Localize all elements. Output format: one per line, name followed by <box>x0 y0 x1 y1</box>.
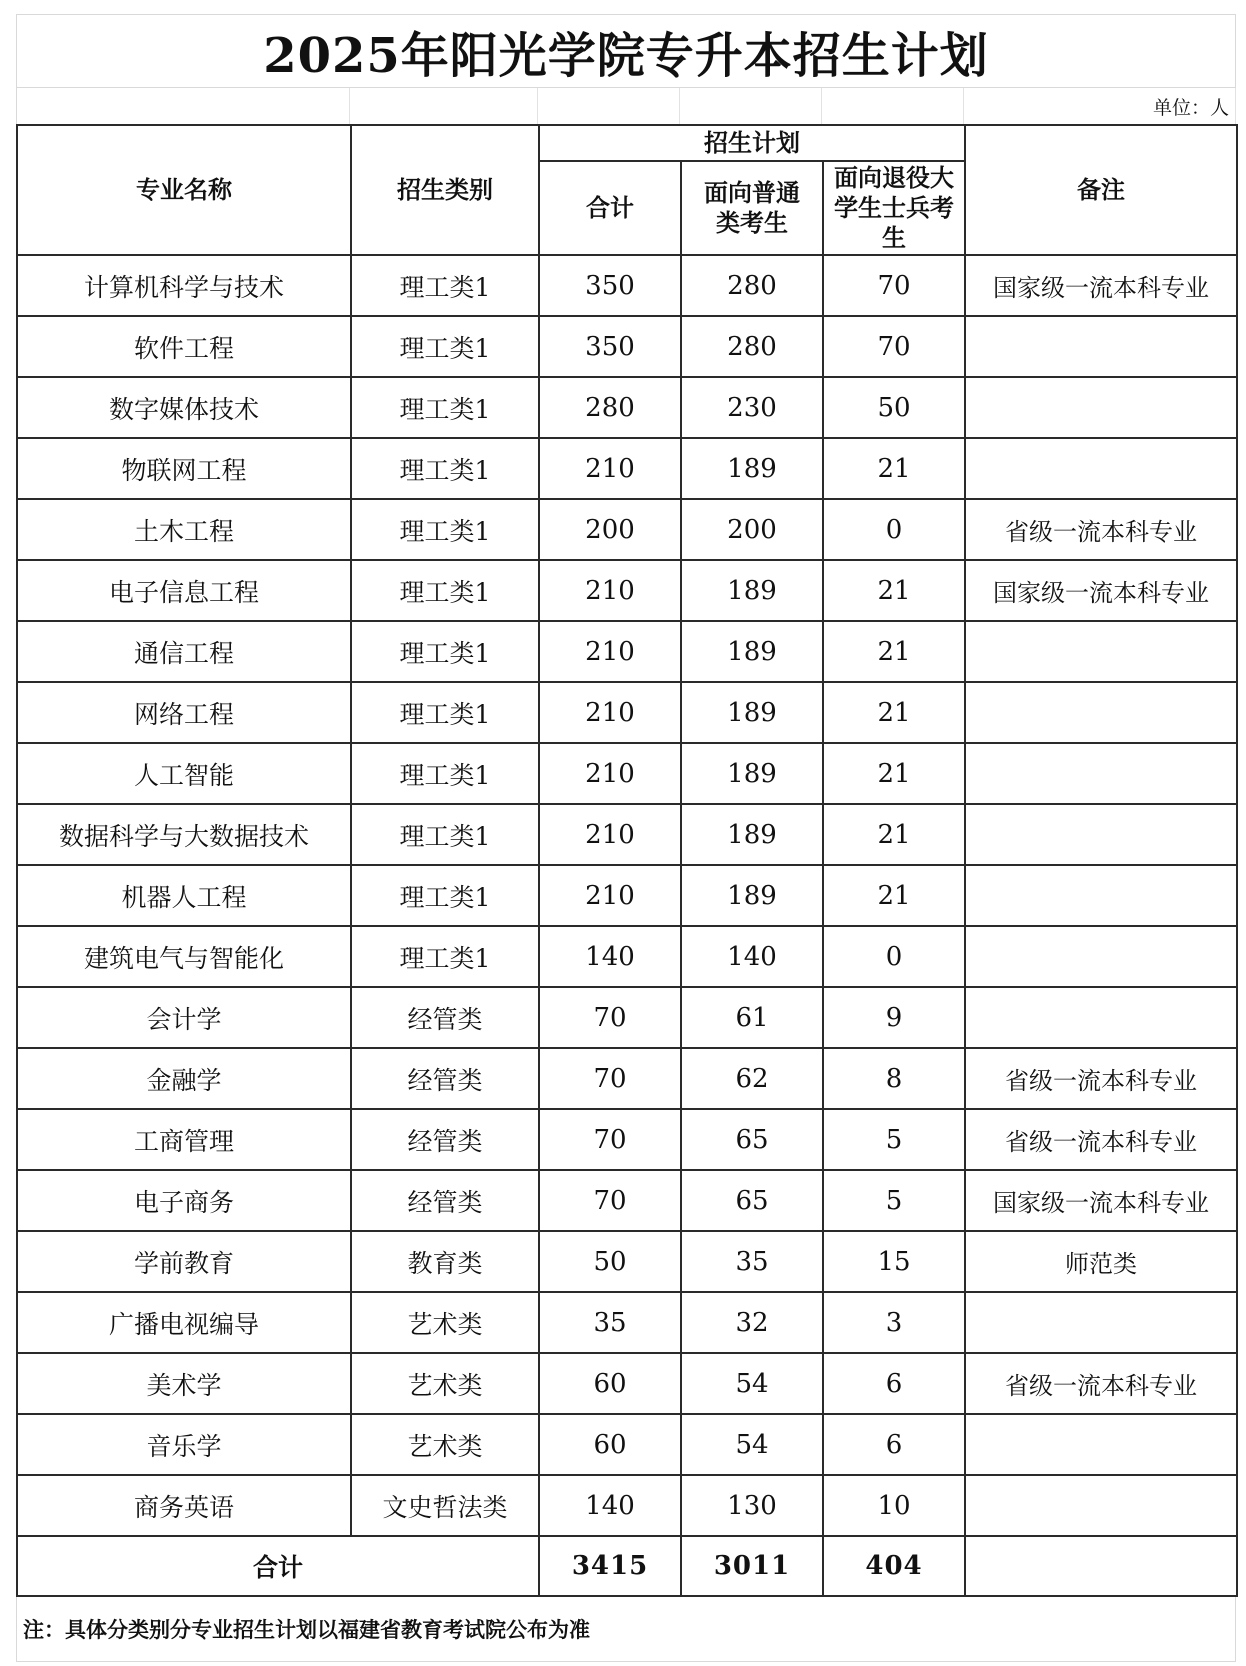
note-cell: 省级一流本科专业 <box>965 1048 1237 1109</box>
veterans-cell: 15 <box>823 1231 965 1292</box>
major-cell: 数据科学与大数据技术 <box>17 804 351 865</box>
category-cell: 艺术类 <box>351 1353 539 1414</box>
veterans-cell: 21 <box>823 804 965 865</box>
table-row <box>17 682 1237 743</box>
major-cell: 工商管理 <box>17 1109 351 1170</box>
veterans-cell: 3 <box>823 1292 965 1353</box>
table-body <box>17 255 1237 1536</box>
table-row <box>17 1353 1237 1414</box>
summary-row <box>17 1536 1237 1596</box>
total-cell: 35 <box>539 1292 681 1353</box>
note-cell: 省级一流本科专业 <box>965 1109 1237 1170</box>
table-row <box>17 621 1237 682</box>
major-cell: 计算机科学与技术 <box>17 255 351 316</box>
table-row <box>17 1048 1237 1109</box>
category-cell: 经管类 <box>351 987 539 1048</box>
category-cell: 理工类1 <box>351 377 539 438</box>
category-cell: 艺术类 <box>351 1292 539 1353</box>
footnote: 注：具体分类别分专业招生计划以福建省教育考试院公布为准 <box>16 1597 1236 1662</box>
total-cell: 210 <box>539 438 681 499</box>
table-row <box>17 926 1237 987</box>
general-cell: 32 <box>681 1292 823 1353</box>
total-cell: 70 <box>539 1109 681 1170</box>
note-cell <box>965 438 1237 499</box>
table-row <box>17 255 1237 316</box>
blank-cell <box>538 88 680 124</box>
general-cell: 35 <box>681 1231 823 1292</box>
note-cell <box>965 316 1237 377</box>
note-cell <box>965 743 1237 804</box>
table-row <box>17 987 1237 1048</box>
note-cell: 国家级一流本科专业 <box>965 255 1237 316</box>
note-cell <box>965 926 1237 987</box>
veterans-cell: 21 <box>823 743 965 804</box>
blank-cell <box>822 88 964 124</box>
general-cell: 189 <box>681 560 823 621</box>
category-cell: 艺术类 <box>351 1414 539 1475</box>
veterans-cell: 9 <box>823 987 965 1048</box>
unit-label: 单位：人 <box>964 88 1236 124</box>
table-row <box>17 743 1237 804</box>
total-cell: 350 <box>539 316 681 377</box>
total-cell: 140 <box>539 926 681 987</box>
major-cell: 通信工程 <box>17 621 351 682</box>
major-cell: 电子商务 <box>17 1170 351 1231</box>
total-cell: 60 <box>539 1353 681 1414</box>
category-cell: 理工类1 <box>351 804 539 865</box>
general-cell: 54 <box>681 1414 823 1475</box>
header-plan: 招生计划 <box>539 125 965 161</box>
veterans-cell: 70 <box>823 255 965 316</box>
table-row <box>17 438 1237 499</box>
category-cell: 理工类1 <box>351 621 539 682</box>
major-cell: 网络工程 <box>17 682 351 743</box>
major-cell: 人工智能 <box>17 743 351 804</box>
category-cell: 理工类1 <box>351 316 539 377</box>
note-cell <box>965 377 1237 438</box>
table-row <box>17 1414 1237 1475</box>
header-major: 专业名称 <box>17 125 351 255</box>
header-veterans: 面向退役大学生士兵考生 <box>823 161 965 255</box>
spreadsheet <box>16 14 1236 1662</box>
major-cell: 电子信息工程 <box>17 560 351 621</box>
general-cell: 230 <box>681 377 823 438</box>
total-cell: 210 <box>539 743 681 804</box>
general-cell: 65 <box>681 1109 823 1170</box>
major-cell: 广播电视编导 <box>17 1292 351 1353</box>
general-cell: 61 <box>681 987 823 1048</box>
veterans-cell: 21 <box>823 865 965 926</box>
blank-cell <box>680 88 822 124</box>
total-cell: 200 <box>539 499 681 560</box>
major-cell: 学前教育 <box>17 1231 351 1292</box>
total-cell: 70 <box>539 1048 681 1109</box>
general-cell: 189 <box>681 438 823 499</box>
veterans-cell: 70 <box>823 316 965 377</box>
general-cell: 189 <box>681 865 823 926</box>
table-row <box>17 1475 1237 1536</box>
summary-general: 3011 <box>681 1536 823 1596</box>
general-cell: 280 <box>681 255 823 316</box>
category-cell: 文史哲法类 <box>351 1475 539 1536</box>
category-cell: 理工类1 <box>351 499 539 560</box>
note-cell <box>965 621 1237 682</box>
veterans-cell: 21 <box>823 560 965 621</box>
note-cell: 省级一流本科专业 <box>965 1353 1237 1414</box>
table-row <box>17 1292 1237 1353</box>
total-cell: 70 <box>539 987 681 1048</box>
total-cell: 70 <box>539 1170 681 1231</box>
total-cell: 210 <box>539 865 681 926</box>
note-cell: 国家级一流本科专业 <box>965 560 1237 621</box>
note-cell <box>965 1475 1237 1536</box>
table-row <box>17 1109 1237 1170</box>
major-cell: 美术学 <box>17 1353 351 1414</box>
major-cell: 机器人工程 <box>17 865 351 926</box>
table-row <box>17 499 1237 560</box>
summary-veterans: 404 <box>823 1536 965 1596</box>
veterans-cell: 6 <box>823 1353 965 1414</box>
page-title: 2025年阳光学院专升本招生计划 <box>16 14 1236 87</box>
table-row <box>17 1231 1237 1292</box>
table-row <box>17 804 1237 865</box>
major-cell: 商务英语 <box>17 1475 351 1536</box>
header-category: 招生类别 <box>351 125 539 255</box>
general-cell: 140 <box>681 926 823 987</box>
veterans-cell: 50 <box>823 377 965 438</box>
summary-total: 3415 <box>539 1536 681 1596</box>
summary-note <box>965 1536 1237 1596</box>
veterans-cell: 0 <box>823 499 965 560</box>
blank-cell <box>16 88 350 124</box>
category-cell: 理工类1 <box>351 865 539 926</box>
header-total: 合计 <box>539 161 681 255</box>
general-cell: 189 <box>681 621 823 682</box>
header-general: 面向普通类考生 <box>681 161 823 255</box>
table-row <box>17 865 1237 926</box>
total-cell: 140 <box>539 1475 681 1536</box>
note-cell <box>965 1292 1237 1353</box>
category-cell: 经管类 <box>351 1109 539 1170</box>
category-cell: 理工类1 <box>351 926 539 987</box>
total-cell: 210 <box>539 804 681 865</box>
table-row <box>17 377 1237 438</box>
general-cell: 200 <box>681 499 823 560</box>
table-row <box>17 1170 1237 1231</box>
summary-label: 合计 <box>17 1536 539 1596</box>
total-cell: 350 <box>539 255 681 316</box>
major-cell: 物联网工程 <box>17 438 351 499</box>
major-cell: 土木工程 <box>17 499 351 560</box>
total-cell: 210 <box>539 560 681 621</box>
note-cell: 省级一流本科专业 <box>965 499 1237 560</box>
category-cell: 教育类 <box>351 1231 539 1292</box>
category-cell: 理工类1 <box>351 438 539 499</box>
general-cell: 189 <box>681 682 823 743</box>
enrollment-table <box>16 124 1238 1597</box>
major-cell: 数字媒体技术 <box>17 377 351 438</box>
total-cell: 210 <box>539 621 681 682</box>
total-cell: 280 <box>539 377 681 438</box>
category-cell: 理工类1 <box>351 255 539 316</box>
veterans-cell: 8 <box>823 1048 965 1109</box>
general-cell: 189 <box>681 743 823 804</box>
note-cell <box>965 1414 1237 1475</box>
general-cell: 280 <box>681 316 823 377</box>
category-cell: 经管类 <box>351 1170 539 1231</box>
note-cell <box>965 865 1237 926</box>
general-cell: 54 <box>681 1353 823 1414</box>
table-row <box>17 560 1237 621</box>
veterans-cell: 5 <box>823 1109 965 1170</box>
veterans-cell: 10 <box>823 1475 965 1536</box>
note-cell: 师范类 <box>965 1231 1237 1292</box>
note-cell <box>965 804 1237 865</box>
note-cell <box>965 987 1237 1048</box>
category-cell: 理工类1 <box>351 682 539 743</box>
veterans-cell: 21 <box>823 438 965 499</box>
category-cell: 理工类1 <box>351 560 539 621</box>
major-cell: 软件工程 <box>17 316 351 377</box>
general-cell: 130 <box>681 1475 823 1536</box>
category-cell: 经管类 <box>351 1048 539 1109</box>
unit-row <box>16 87 1236 124</box>
veterans-cell: 21 <box>823 682 965 743</box>
blank-cell <box>350 88 538 124</box>
major-cell: 会计学 <box>17 987 351 1048</box>
general-cell: 65 <box>681 1170 823 1231</box>
table-row <box>17 316 1237 377</box>
major-cell: 金融学 <box>17 1048 351 1109</box>
veterans-cell: 21 <box>823 621 965 682</box>
category-cell: 理工类1 <box>351 743 539 804</box>
header-note: 备注 <box>965 125 1237 255</box>
note-cell <box>965 682 1237 743</box>
veterans-cell: 6 <box>823 1414 965 1475</box>
note-cell: 国家级一流本科专业 <box>965 1170 1237 1231</box>
major-cell: 建筑电气与智能化 <box>17 926 351 987</box>
total-cell: 210 <box>539 682 681 743</box>
general-cell: 62 <box>681 1048 823 1109</box>
veterans-cell: 0 <box>823 926 965 987</box>
major-cell: 音乐学 <box>17 1414 351 1475</box>
general-cell: 189 <box>681 804 823 865</box>
veterans-cell: 5 <box>823 1170 965 1231</box>
total-cell: 60 <box>539 1414 681 1475</box>
total-cell: 50 <box>539 1231 681 1292</box>
